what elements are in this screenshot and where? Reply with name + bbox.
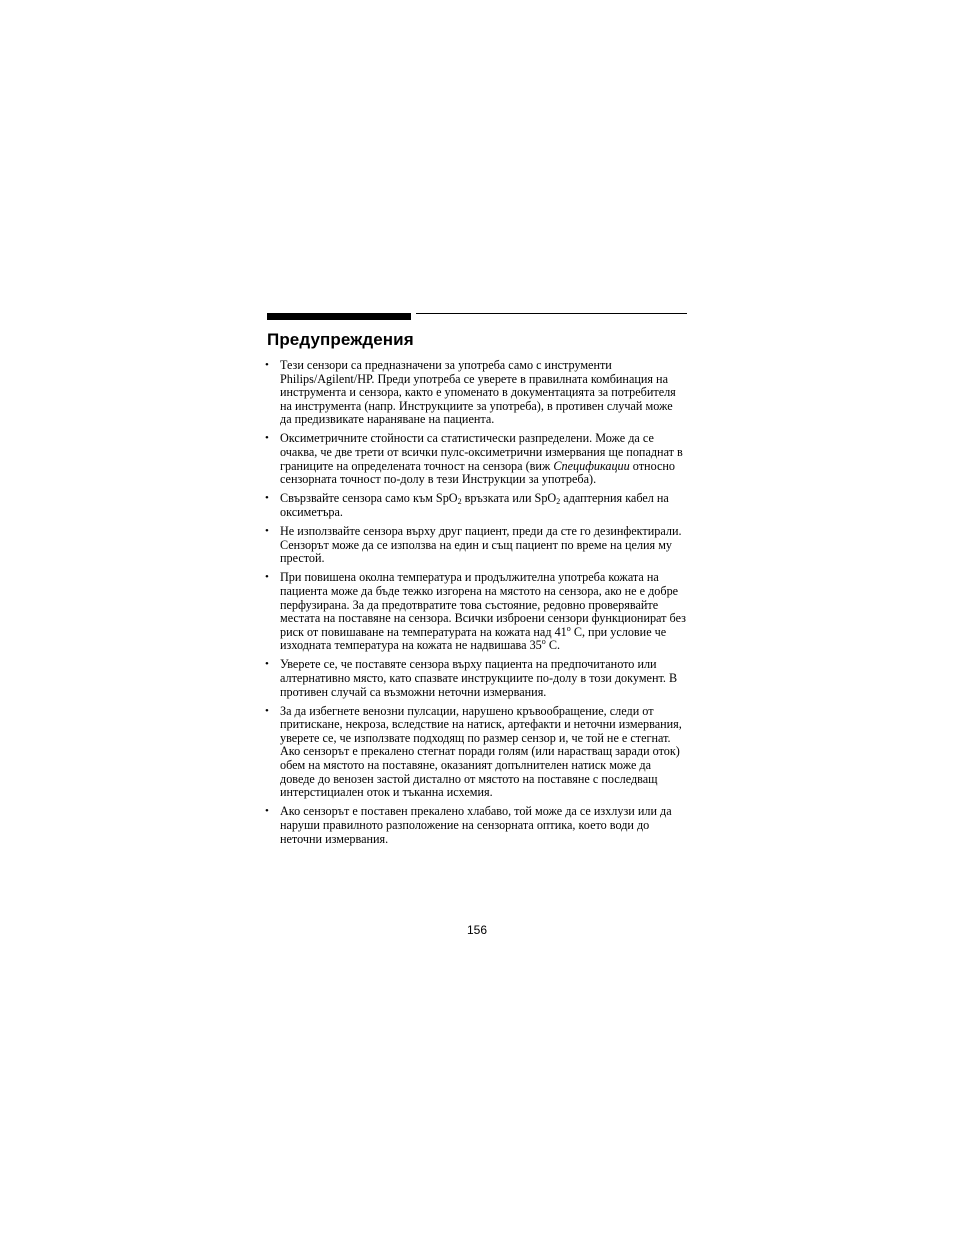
warning-text: Ако сензорът е поставен прекалено хлабаво, той може да се изхлузи или да наруши правилното разположение на сензорната оптика, което води до неточни измервания. <box>280 804 672 846</box>
bullet-icon: • <box>265 571 269 584</box>
warning-text: Оксиметричните стойности са статистически разпределени. Може да се очаква, че две трети от всички пулс-оксиметрични измервания ще попаднат в границите на определената точност на сензора (виж <box>280 431 683 473</box>
warning-text: C, при условие че изходната температура на кожата не надвишава 35 <box>280 624 667 653</box>
warning-text: Тези сензори са предназначени за употреба само с инструменти Philips/Agilent/HP. Преди употреба се уверете в правилната комбинация на инструмента и сензора, както е упоменато в документацията за потребителя на инструмента (напр. Инструкциите за употреба), в противен случай може да предизвикате нараняване на пациента. <box>280 358 676 427</box>
list-item <box>265 805 687 846</box>
bullet-icon: • <box>265 704 269 717</box>
warning-text: Не използвайте сензора върху друг пациент, преди да сте го дезинфектирали. Сензорът може да се използва на един и същ пациент по време на целия му престой. <box>280 524 682 566</box>
warnings-section <box>265 359 687 852</box>
warning-text: При повишена околна температура и продължителна употреба кожата на пациента може да бъде тежко изгорена на мястото на сензора, ако не е добре перфузирана. За да предотвратите това състояние, редовно проверявайте местата на поставяне на сензора. Всички изброени сензори функционират без риск от повишаване на температурата на кожата над 41 <box>280 570 686 639</box>
warning-text: Уверете се, че поставяте сензора върху пациента на предпочитаното или алтернативно място, като спазвате инструкциите по-долу в този документ. В противен случай са възможни неточни измервания. <box>280 657 678 699</box>
section-rule-thick <box>267 313 411 320</box>
list-item <box>265 525 687 566</box>
section-heading: Предупреждения <box>267 330 414 349</box>
page-number: 156 <box>466 923 488 937</box>
warning-text: Свързвайте сензора само към SpO <box>280 491 458 506</box>
specifications-reference: Спецификации <box>553 458 630 473</box>
warning-text: адаптерния кабел на оксиметъра. <box>280 491 669 519</box>
bullet-icon: • <box>265 805 269 818</box>
list-item <box>265 432 687 486</box>
warning-text: За да избегнете венозни пулсации, нарушено кръвообращение, следи от притискане, некроза, вследствие на натиск, артефакти и неточни измервания, уверете се, че използвате подходящ по размер сензор и, че той не е стегнат. Ако сензорът е прекалено стегнат поради голям (или нарастващ заради оток) обем на мястото на поставяне, оказаният допълнителен натиск може да доведе до венозен застой дистално от мястото на поставяне с последващ интерстициален оток и тъканна исхемия. <box>280 703 682 800</box>
section-rule-thin <box>416 313 687 314</box>
warning-text: връзката или SpO <box>461 491 557 506</box>
list-item <box>265 571 687 653</box>
bullet-icon: • <box>265 525 269 538</box>
subscript: 2 <box>556 497 561 507</box>
bullet-icon: • <box>265 432 269 445</box>
list-item <box>265 658 687 699</box>
warning-text: относно сензорната точност по-долу в тези Инструкции за употреба). <box>280 458 676 487</box>
warnings-list <box>265 359 687 846</box>
bullet-icon: • <box>265 658 269 671</box>
list-item <box>265 492 687 519</box>
degree-superscript: o <box>541 637 546 647</box>
bullet-icon: • <box>265 359 269 371</box>
list-item <box>265 359 687 427</box>
bullet-icon: • <box>265 492 269 505</box>
warning-text: C. <box>545 638 561 653</box>
subscript: 2 <box>457 497 462 507</box>
list-item <box>265 705 687 800</box>
degree-superscript: o <box>566 623 571 633</box>
